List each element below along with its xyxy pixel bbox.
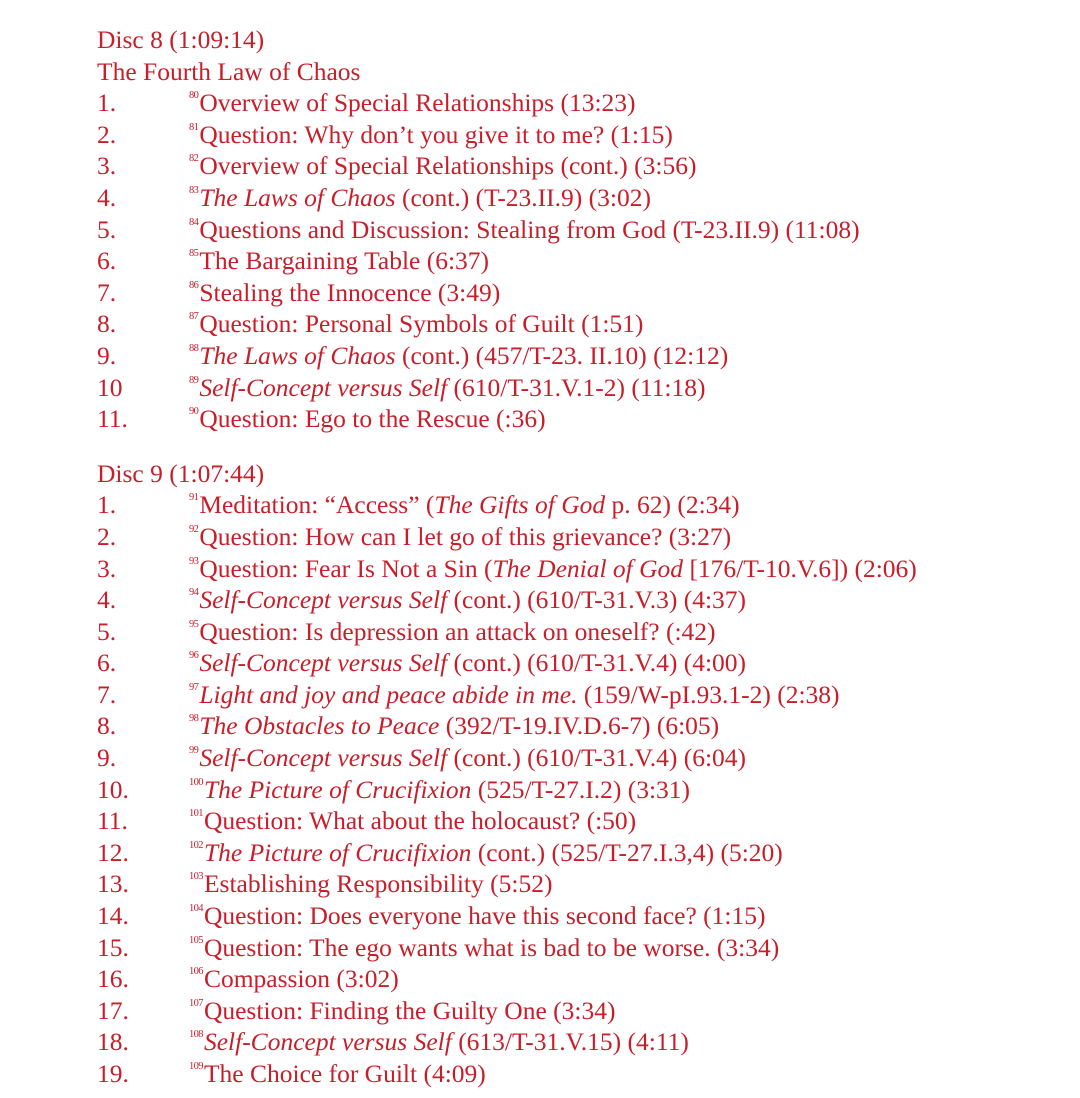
track-title [189, 679, 840, 711]
title-segment: The Bargaining Table (6:37) [199, 246, 490, 276]
track-row [97, 403, 1072, 435]
track-title [189, 150, 696, 182]
track-row [97, 774, 1072, 806]
title-segment: Question: Finding the Guilty One (3:34) [203, 995, 616, 1025]
track-number: 15. [97, 932, 129, 962]
track-number: 11. [97, 404, 128, 434]
title-segment: (610/T-31.V.1-2) (11:18) [447, 372, 706, 402]
footnote-marker: 107 [189, 997, 203, 1009]
track-row [97, 868, 1072, 900]
track-title [189, 403, 546, 435]
title-segment: (cont.) (610/T-31.V.3) (4:37) [447, 585, 747, 615]
track-number: 6. [97, 648, 117, 678]
footnote-marker: 104 [189, 903, 203, 915]
track-number: 5. [97, 616, 117, 646]
track-row [97, 553, 1072, 585]
track-title [189, 616, 716, 648]
track-number: 1. [97, 88, 117, 118]
track-number: 12. [97, 837, 129, 867]
track-title [189, 214, 860, 246]
footnote-marker: 81 [189, 121, 199, 133]
footnote-marker: 102 [189, 839, 203, 851]
footnote-marker: 101 [189, 808, 203, 820]
track-listing [97, 24, 1072, 1090]
track-number: 4. [97, 182, 117, 212]
title-segment: (cont.) (T-23.II.9) (3:02) [395, 182, 651, 212]
track-number: 9. [97, 743, 117, 773]
track-title [189, 963, 399, 995]
title-segment: Question: Fear Is Not a Sin ( [199, 553, 493, 583]
track-row [97, 340, 1072, 372]
track-number: 14. [97, 901, 129, 931]
track-title [189, 710, 719, 742]
track-title [189, 277, 500, 309]
footnote-marker: 108 [189, 1029, 203, 1041]
title-segment: Question: Personal Symbols of Guilt (1:51) [199, 309, 644, 339]
title-segment: Question: Ego to the Rescue (:36) [199, 404, 546, 434]
italic-title-segment: Self-Concept versus Self [199, 372, 448, 402]
track-list [97, 489, 1072, 1089]
track-row [97, 679, 1072, 711]
disc-header: Disc 9 (1:07:44) [97, 458, 265, 488]
footnote-marker: 103 [189, 871, 203, 883]
title-segment: Question: What about the holocaust? (:50) [203, 806, 637, 836]
track-row [97, 616, 1072, 648]
title-segment: Stealing the Innocence (3:49) [199, 277, 501, 307]
track-title [189, 87, 636, 119]
track-row [97, 1058, 1072, 1090]
italic-title-segment: Self-Concept versus Self [203, 1027, 452, 1057]
track-list [97, 87, 1072, 435]
track-number: 2. [97, 521, 117, 551]
disc-subtitle: The Fourth Law of Chaos [97, 56, 361, 86]
track-number: 3. [97, 151, 117, 181]
track-number: 8. [97, 711, 117, 741]
track-row [97, 837, 1072, 869]
track-title [189, 308, 643, 340]
footnote-marker: 97 [189, 681, 199, 693]
track-title [189, 1058, 486, 1090]
track-title [189, 805, 636, 837]
track-number: 17. [97, 995, 129, 1025]
track-row [97, 900, 1072, 932]
track-number: 6. [97, 246, 117, 276]
track-row [97, 742, 1072, 774]
track-title [189, 647, 746, 679]
track-title [189, 372, 705, 404]
track-title [189, 245, 489, 277]
track-number: 2. [97, 119, 117, 149]
italic-title-segment: Light and joy and peace abide in me. [199, 679, 578, 709]
track-number: 8. [97, 309, 117, 339]
track-number: 13. [97, 869, 129, 899]
track-number: 9. [97, 340, 117, 370]
footnote-marker: 85 [189, 248, 199, 260]
title-segment: (cont.) (610/T-31.V.4) (4:00) [447, 648, 747, 678]
title-segment: Meditation: “Access” ( [199, 490, 435, 520]
italic-title-segment: The Picture of Crucifixion [203, 774, 472, 804]
footnote-marker: 109 [189, 1061, 203, 1072]
disc-9-section [97, 458, 1072, 1090]
title-segment: Question: Does everyone have this second face? (1:15) [203, 901, 766, 931]
track-row [97, 584, 1072, 616]
title-segment: Question: Why don’t you give it to me? (1:15) [199, 119, 673, 149]
track-title [189, 995, 615, 1027]
track-row [97, 119, 1072, 151]
title-segment: Establishing Responsibility (5:52) [203, 869, 553, 899]
footnote-marker: 99 [189, 745, 199, 757]
title-segment: Compassion (3:02) [203, 964, 399, 994]
track-number: 5. [97, 214, 117, 244]
track-title [189, 932, 779, 964]
track-title [189, 900, 765, 932]
track-title [189, 868, 552, 900]
title-segment: Overview of Special Relationships (cont.) (3:56) [199, 151, 697, 181]
track-number: 18. [97, 1027, 129, 1057]
footnote-marker: 98 [189, 713, 199, 725]
track-title [189, 1026, 689, 1058]
footnote-marker: 80 [189, 90, 199, 102]
footnote-marker: 95 [189, 618, 199, 630]
italic-title-segment: The Denial of God [492, 553, 684, 583]
title-segment: (cont.) (457/T-23. II.10) (12:12) [395, 340, 729, 370]
footnote-marker: 83 [189, 184, 199, 196]
footnote-marker: 86 [189, 279, 199, 291]
track-number: 1. [97, 490, 117, 520]
footnote-marker: 94 [189, 587, 199, 599]
footnote-marker: 84 [189, 216, 199, 228]
disc-header: Disc 8 (1:09:14) [97, 25, 265, 54]
track-row [97, 214, 1072, 246]
footnote-marker: 87 [189, 311, 199, 323]
track-number: 3. [97, 553, 117, 583]
footnote-marker: 106 [189, 966, 203, 978]
footnote-marker: 89 [189, 374, 199, 386]
track-row [97, 372, 1072, 404]
track-number: 10 [97, 372, 123, 402]
track-row [97, 647, 1072, 679]
track-row [97, 521, 1072, 553]
italic-title-segment: The Obstacles to Peace [199, 711, 440, 741]
footnote-marker: 96 [189, 650, 199, 662]
track-title [189, 489, 740, 521]
track-row [97, 150, 1072, 182]
italic-title-segment: The Picture of Crucifixion [203, 837, 472, 867]
title-segment: p. 62) (2:34) [605, 490, 740, 520]
track-title [189, 119, 673, 151]
track-row [97, 963, 1072, 995]
track-row [97, 1026, 1072, 1058]
track-row [97, 87, 1072, 119]
title-segment: (525/T-27.I.2) (3:31) [471, 774, 691, 804]
track-title [189, 774, 690, 806]
track-number: 16. [97, 964, 129, 994]
footnote-marker: 88 [189, 342, 199, 354]
track-number: 7. [97, 277, 117, 307]
title-segment: Question: How can I let go of this grievance? (3:27) [199, 521, 732, 551]
title-segment: [176/T-10.V.6]) (2:06) [683, 553, 917, 583]
title-segment: The Choice for Guilt (4:09) [203, 1059, 486, 1088]
italic-title-segment: Self-Concept versus Self [199, 648, 448, 678]
track-number: 4. [97, 585, 117, 615]
track-title [189, 584, 746, 616]
title-segment: (159/W-pI.93.1-2) (2:38) [577, 679, 840, 709]
title-segment: (392/T-19.IV.D.6-7) (6:05) [439, 711, 720, 741]
footnote-marker: 105 [189, 934, 203, 946]
footnote-marker: 82 [189, 153, 199, 165]
track-row [97, 995, 1072, 1027]
track-title [189, 837, 783, 869]
italic-title-segment: Self-Concept versus Self [199, 585, 448, 615]
track-title [189, 521, 731, 553]
track-title [189, 182, 651, 214]
track-row [97, 308, 1072, 340]
italic-title-segment: Self-Concept versus Self [199, 743, 448, 773]
track-row [97, 182, 1072, 214]
track-number: 11. [97, 806, 128, 836]
disc-8-section [97, 24, 1072, 435]
track-title [189, 340, 728, 372]
title-segment: Question: The ego wants what is bad to be worse. (3:34) [203, 932, 780, 962]
title-segment: Question: Is depression an attack on oneself? (:42) [199, 616, 716, 646]
title-segment: Overview of Special Relationships (13:23) [199, 88, 636, 118]
title-segment: Questions and Discussion: Stealing from God (T-23.II.9) (11:08) [199, 214, 860, 244]
track-title [189, 553, 917, 585]
track-row [97, 489, 1072, 521]
track-number: 7. [97, 679, 117, 709]
footnote-marker: 93 [189, 555, 199, 567]
italic-title-segment: The Laws of Chaos [199, 182, 396, 212]
footnote-marker: 100 [189, 776, 203, 788]
track-number: 10. [97, 774, 129, 804]
track-row [97, 710, 1072, 742]
track-row [97, 805, 1072, 837]
title-segment: (cont.) (525/T-27.I.3,4) (5:20) [471, 837, 783, 867]
title-segment: (cont.) (610/T-31.V.4) (6:04) [447, 743, 747, 773]
italic-title-segment: The Gifts of God [434, 490, 606, 520]
track-number: 19. [97, 1059, 129, 1088]
track-row [97, 245, 1072, 277]
title-segment: (613/T-31.V.15) (4:11) [451, 1027, 689, 1057]
italic-title-segment: The Laws of Chaos [199, 340, 396, 370]
footnote-marker: 91 [189, 492, 199, 504]
track-title [189, 742, 746, 774]
track-row [97, 277, 1072, 309]
footnote-marker: 92 [189, 523, 199, 535]
track-row [97, 932, 1072, 964]
footnote-marker: 90 [189, 406, 199, 418]
